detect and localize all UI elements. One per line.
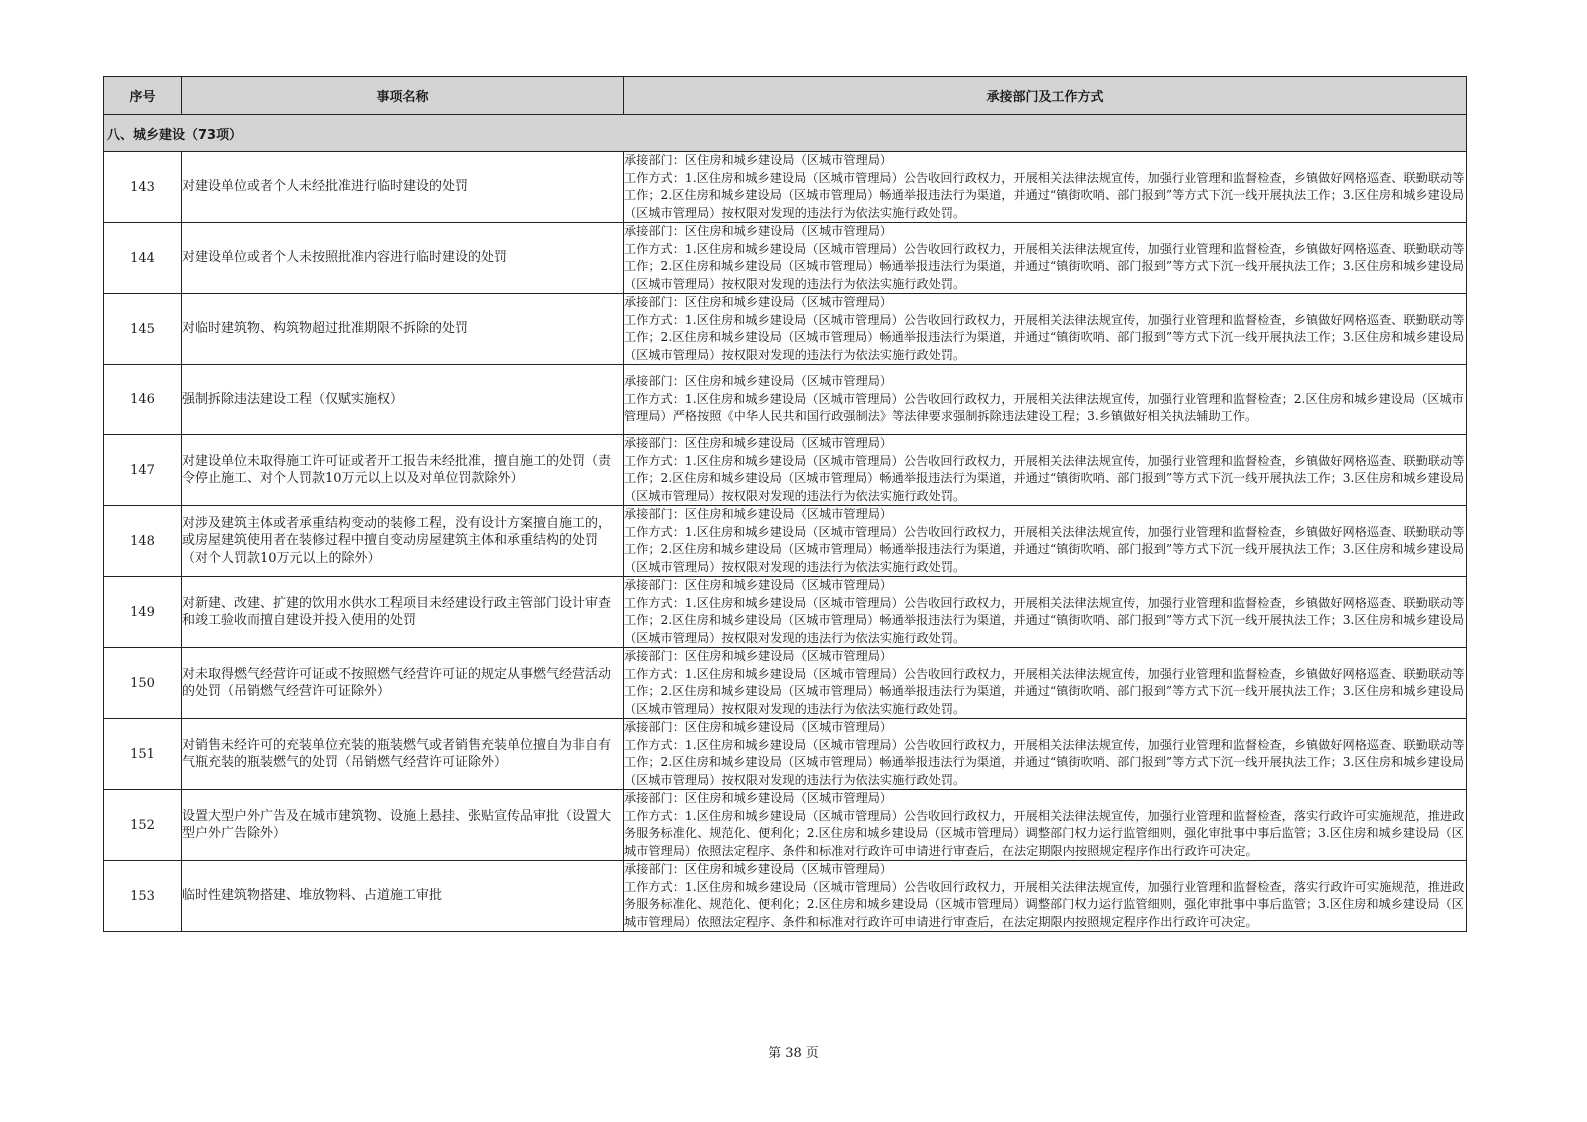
dept-line: 承接部门：区住房和城乡建设局（区城市管理局）: [624, 862, 893, 876]
row-item-name: 对建设单位或者个人未经批准进行临时建设的处罚: [182, 152, 624, 223]
row-seq: 150: [104, 648, 182, 719]
row-item-name: 对涉及建筑主体或者承重结构变动的装修工程，没有设计方案擅自施工的，或房屋建筑使用者在装修过程中擅自变动房屋建筑主体和承重结构的处罚（对个人罚款10万元以上的除外）: [182, 506, 624, 577]
dept-line: 承接部门：区住房和城乡建设局（区城市管理局）: [624, 295, 893, 309]
row-dept-method: [624, 790, 1467, 861]
row-dept-method: [624, 719, 1467, 790]
row-dept-method: [624, 861, 1467, 932]
table-row: [104, 435, 1467, 506]
method-line: 工作方式：1.区住房和城乡建设局（区城市管理局）公告收回行政权力，开展相关法律法规宣传，加强行业管理和监督检查，落实行政许可实施规范，推进政务服务标准化、规范化、便利化；2.区住房和城乡建设局（区城市管理局）调整部门权力运行监管细则，强化审批事中事后监管；3.区住房和城乡建设局（区城市管理局）依照法定程序、条件和标准对行政许可申请进行审查后，在法定期限内按照规定程序作出行政许可决定。: [624, 879, 1465, 929]
row-seq: 147: [104, 435, 182, 506]
method-line: 工作方式：1.区住房和城乡建设局（区城市管理局）公告收回行政权力，开展相关法律法规宣传，加强行业管理和监督检查，乡镇做好网格巡查、联勤联动等工作；2.区住房和城乡建设局（区城市管理局）畅通举报违法行为渠道，并通过“镇街吹哨、部门报到”等方式下沉一线开展执法工作；3.区住房和城乡建设局（区城市管理局）按权限对发现的违法行为依法实施行政处罚。: [624, 241, 1465, 291]
method-line: 工作方式：1.区住房和城乡建设局（区城市管理局）公告收回行政权力，开展相关法律法规宣传，加强行业管理和监督检查，乡镇做好网格巡查、联勤联动等工作；2.区住房和城乡建设局（区城市管理局）畅通举报违法行为渠道，并通过“镇街吹哨、部门报到”等方式下沉一线开展执法工作；3.区住房和城乡建设局（区城市管理局）按权限对发现的违法行为依法实施行政处罚。: [624, 737, 1465, 787]
header-name: 事项名称: [182, 77, 624, 115]
table-row: [104, 790, 1467, 861]
method-line: 工作方式：1.区住房和城乡建设局（区城市管理局）公告收回行政权力，开展相关法律法规宣传，加强行业管理和监督检查，乡镇做好网格巡查、联勤联动等工作；2.区住房和城乡建设局（区城市管理局）畅通举报违法行为渠道，并通过“镇街吹哨、部门报到”等方式下沉一线开展执法工作；3.区住房和城乡建设局（区城市管理局）按权限对发现的违法行为依法实施行政处罚。: [624, 453, 1465, 503]
row-dept-method: [624, 294, 1467, 365]
row-item-name: 对临时建筑物、构筑物超过批准期限不拆除的处罚: [182, 294, 624, 365]
row-dept-method: [624, 577, 1467, 648]
row-seq: 149: [104, 577, 182, 648]
row-seq: 145: [104, 294, 182, 365]
method-line: 工作方式：1.区住房和城乡建设局（区城市管理局）公告收回行政权力，开展相关法律法规宣传，加强行业管理和监督检查，乡镇做好网格巡查、联勤联动等工作；2.区住房和城乡建设局（区城市管理局）畅通举报违法行为渠道，并通过“镇街吹哨、部门报到”等方式下沉一线开展执法工作；3.区住房和城乡建设局（区城市管理局）按权限对发现的违法行为依法实施行政处罚。: [624, 170, 1465, 220]
row-seq: 152: [104, 790, 182, 861]
row-dept-method: [624, 365, 1467, 435]
header-seq: 序号: [104, 77, 182, 115]
row-dept-method: [624, 152, 1467, 223]
dept-line: 承接部门：区住房和城乡建设局（区城市管理局）: [624, 649, 893, 663]
row-item-name: 对建设单位或者个人未按照批准内容进行临时建设的处罚: [182, 223, 624, 294]
table-row: [104, 294, 1467, 365]
method-line: 工作方式：1.区住房和城乡建设局（区城市管理局）公告收回行政权力，开展相关法律法规宣传，加强行业管理和监督检查，落实行政许可实施规范，推进政务服务标准化、规范化、便利化；2.区住房和城乡建设局（区城市管理局）调整部门权力运行监管细则，强化审批事中事后监管；3.区住房和城乡建设局（区城市管理局）依照法定程序、条件和标准对行政许可申请进行审查后，在法定期限内按照规定程序作出行政许可决定。: [624, 808, 1465, 858]
page-number: 第 38 页: [768, 1046, 819, 1061]
row-item-name: 强制拆除违法建设工程（仅赋实施权）: [182, 365, 624, 435]
table-row: [104, 152, 1467, 223]
row-item-name: 对新建、改建、扩建的饮用水供水工程项目未经建设行政主管部门设计审查和竣工验收而擅自建设并投入使用的处罚: [182, 577, 624, 648]
section-title: 八、城乡建设（73项）: [104, 115, 1467, 152]
dept-line: 承接部门：区住房和城乡建设局（区城市管理局）: [624, 791, 893, 805]
row-seq: 144: [104, 223, 182, 294]
row-seq: 146: [104, 365, 182, 435]
table-header-row: [104, 77, 1467, 115]
row-dept-method: [624, 506, 1467, 577]
method-line: 工作方式：1.区住房和城乡建设局（区城市管理局）公告收回行政权力，开展相关法律法规宣传，加强行业管理和监督检查，乡镇做好网格巡查、联勤联动等工作；2.区住房和城乡建设局（区城市管理局）畅通举报违法行为渠道，并通过“镇街吹哨、部门报到”等方式下沉一线开展执法工作；3.区住房和城乡建设局（区城市管理局）按权限对发现的违法行为依法实施行政处罚。: [624, 312, 1465, 362]
dept-line: 承接部门：区住房和城乡建设局（区城市管理局）: [624, 436, 893, 450]
table-row: [104, 223, 1467, 294]
method-line: 工作方式：1.区住房和城乡建设局（区城市管理局）公告收回行政权力，开展相关法律法规宣传，加强行业管理和监督检查，乡镇做好网格巡查、联勤联动等工作；2.区住房和城乡建设局（区城市管理局）畅通举报违法行为渠道，并通过“镇街吹哨、部门报到”等方式下沉一线开展执法工作；3.区住房和城乡建设局（区城市管理局）按权限对发现的违法行为依法实施行政处罚。: [624, 666, 1465, 716]
dept-line: 承接部门：区住房和城乡建设局（区城市管理局）: [624, 578, 893, 592]
items-table: [103, 76, 1467, 932]
row-dept-method: [624, 223, 1467, 294]
method-line: 工作方式：1.区住房和城乡建设局（区城市管理局）公告收回行政权力，开展相关法律法规宣传，加强行业管理和监督检查，乡镇做好网格巡查、联勤联动等工作；2.区住房和城乡建设局（区城市管理局）畅通举报违法行为渠道，并通过“镇街吹哨、部门报到”等方式下沉一线开展执法工作；3.区住房和城乡建设局（区城市管理局）按权限对发现的违法行为依法实施行政处罚。: [624, 524, 1465, 574]
header-dept: 承接部门及工作方式: [624, 77, 1467, 115]
row-dept-method: [624, 435, 1467, 506]
section-row: [104, 115, 1467, 152]
row-seq: 153: [104, 861, 182, 932]
dept-line: 承接部门：区住房和城乡建设局（区城市管理局）: [624, 374, 893, 389]
table-row: [104, 648, 1467, 719]
dept-line: 承接部门：区住房和城乡建设局（区城市管理局）: [624, 720, 893, 734]
table-row: [104, 861, 1467, 932]
dept-line: 承接部门：区住房和城乡建设局（区城市管理局）: [624, 507, 893, 521]
method-line: 工作方式：1.区住房和城乡建设局（区城市管理局）公告收回行政权力，开展相关法律法规宣传，加强行业管理和监督检查，乡镇做好网格巡查、联勤联动等工作；2.区住房和城乡建设局（区城市管理局）畅通举报违法行为渠道，并通过“镇街吹哨、部门报到”等方式下沉一线开展执法工作；3.区住房和城乡建设局（区城市管理局）按权限对发现的违法行为依法实施行政处罚。: [624, 595, 1465, 645]
row-seq: 151: [104, 719, 182, 790]
table-row: [104, 719, 1467, 790]
table-row: [104, 365, 1467, 435]
row-item-name: 对销售未经许可的充装单位充装的瓶装燃气或者销售充装单位擅自为非自有气瓶充装的瓶装燃气的处罚（吊销燃气经营许可证除外）: [182, 719, 624, 790]
row-item-name: 设置大型户外广告及在城市建筑物、设施上悬挂、张贴宣传品审批（设置大型户外广告除外）: [182, 790, 624, 861]
dept-line: 承接部门：区住房和城乡建设局（区城市管理局）: [624, 224, 893, 238]
row-item-name: 临时性建筑物搭建、堆放物料、占道施工审批: [182, 861, 624, 932]
method-line: 工作方式：1.区住房和城乡建设局（区城市管理局）公告收回行政权力，开展相关法律法规宣传，加强行业管理和监督检查；2.区住房和城乡建设局（区城市管理局）严格按照《中华人民共和国行政强制法》等法律要求强制拆除违法建设工程；3.乡镇做好相关执法辅助工作。: [624, 391, 1464, 424]
row-item-name: 对建设单位未取得施工许可证或者开工报告未经批准，擅自施工的处罚（责令停止施工、对个人罚款10万元以上以及对单位罚款除外）: [182, 435, 624, 506]
row-item-name: 对未取得燃气经营许可证或不按照燃气经营许可证的规定从事燃气经营活动的处罚（吊销燃气经营许可证除外）: [182, 648, 624, 719]
table-row: [104, 577, 1467, 648]
row-seq: 148: [104, 506, 182, 577]
dept-line: 承接部门：区住房和城乡建设局（区城市管理局）: [624, 153, 893, 167]
row-seq: 143: [104, 152, 182, 223]
row-dept-method: [624, 648, 1467, 719]
table-row: [104, 506, 1467, 577]
